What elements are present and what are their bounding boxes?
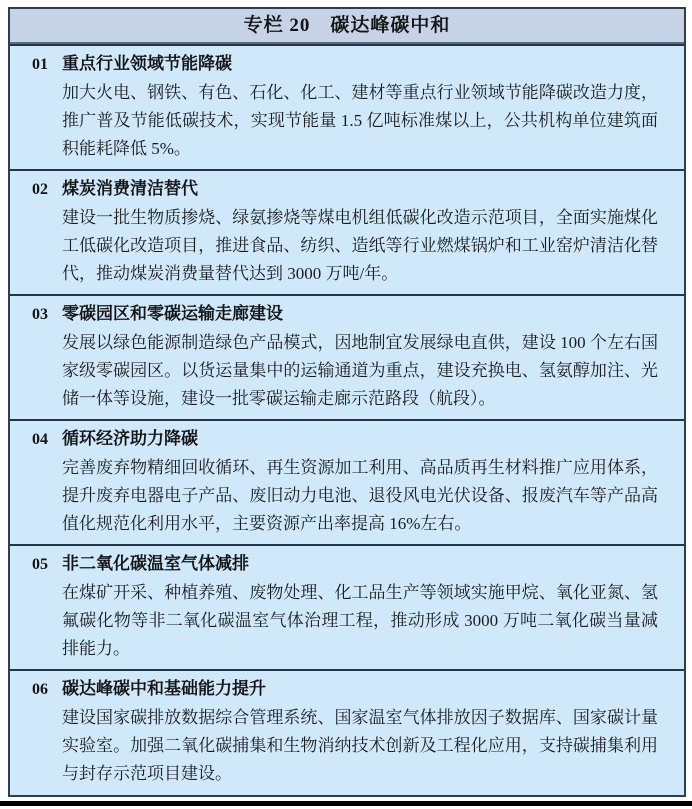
section-04 [10,419,684,544]
section-03-header [32,300,658,329]
section-06-header [32,675,658,704]
section-number: 02 [32,181,48,198]
section-number: 03 [32,306,48,323]
section-body: 发展以绿色能源制造绿色产品模式，因地制宜发展绿电直供，建设 100 个左右国家级零碳园区。以货运量集中的运输通道为重点，建设充换电、氢氨醇加注、光储一体等设施，建设一批零碳运输走廊示范路段（航段）。 [62,333,658,408]
section-number: 06 [32,681,48,698]
bottom-rule [0,801,692,806]
section-06 [10,669,684,794]
section-04-header [32,425,658,454]
section-01 [10,44,684,169]
section-02-header [32,175,658,204]
section-heading: 零碳园区和零碳运输走廊建设 [62,304,283,323]
section-05 [10,544,684,669]
section-02 [10,169,684,294]
section-body: 在煤矿开采、种植养殖、废物处理、化工品生产等领域实施甲烷、氧化亚氮、氢氟碳化物等非二氧化碳温室气体治理工程，推动形成 3000 万吨二氧化碳当量减排能力。 [62,583,658,658]
section-number: 05 [32,556,48,573]
section-body: 建设国家碳排放数据综合管理系统、国家温室气体排放因子数据库、国家碳计量实验室。加强二氧化碳捕集和生物消纳技术创新及工程化应用，支持碳捕集利用与封存示范项目建设。 [62,708,658,783]
section-01-header [32,50,658,79]
section-heading: 循环经济助力降碳 [62,429,198,448]
section-body: 完善废弃物精细回收循环、再生资源加工利用、高品质再生材料推广应用体系，提升废弃电器电子产品、废旧动力电池、退役风电光伏设备、报废汽车等产品高值化规范化利用水平，主要资源产出率提高 16%左右。 [62,458,658,533]
section-heading: 非二氧化碳温室气体减排 [62,554,249,573]
section-05-header [32,550,658,579]
section-body: 加大火电、钢铁、有色、石化、化工、建材等重点行业领域节能降碳改造力度，推广普及节能低碳技术，实现节能量 1.5 亿吨标准煤以上，公共机构单位建筑面积能耗降低 5%。 [62,83,658,158]
column-box [8,7,686,797]
section-heading: 煤炭消费清洁替代 [62,179,198,198]
section-heading: 碳达峰碳中和基础能力提升 [62,679,266,698]
box-title: 专栏 20 碳达峰碳中和 [10,9,684,44]
section-03 [10,294,684,419]
section-body: 建设一批生物质掺烧、绿氨掺烧等煤电机组低碳化改造示范项目，全面实施煤化工低碳化改造项目，推进食品、纺织、造纸等行业燃煤锅炉和工业窑炉清洁化替代，推动煤炭消费量替代达到 3000 万吨/年。 [62,208,658,283]
section-number: 04 [32,431,48,448]
section-heading: 重点行业领域节能降碳 [62,54,232,73]
section-number: 01 [32,56,48,73]
